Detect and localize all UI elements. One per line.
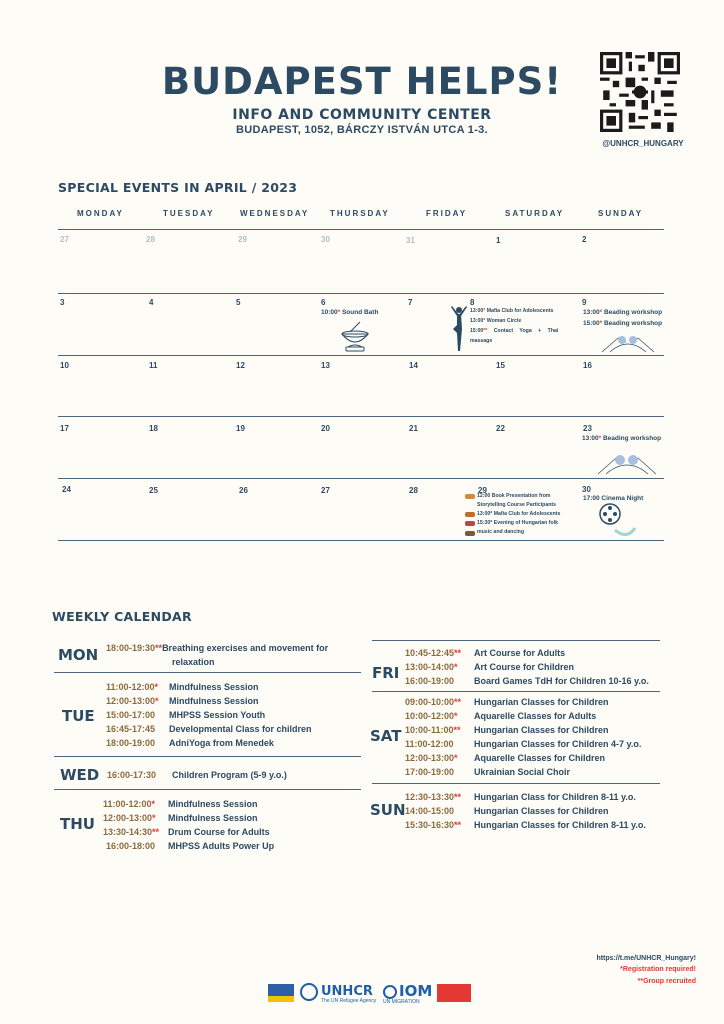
- calendar-date: 24: [62, 485, 71, 494]
- schedule-row[interactable]: 11:00-12:00* Mindfulness Session: [106, 682, 259, 692]
- weekday-label: SUN: [370, 801, 406, 819]
- schedule-row[interactable]: 18:00-19:00 AdniYoga from Menedek: [106, 738, 274, 748]
- calendar-date: 10: [60, 361, 69, 370]
- calendar-date: 28: [146, 235, 155, 244]
- address: BUDAPEST, 1052, BÁRCZY ISTVÁN UTCA 1-3.: [236, 124, 488, 136]
- event-row: Storytelling Course Participants: [477, 502, 556, 508]
- weekly-divider: [54, 756, 361, 757]
- mafia-icon: [465, 512, 475, 517]
- dancing-icon: [465, 531, 475, 536]
- schedule-row[interactable]: 16:45-17:45 Developmental Class for children: [106, 724, 312, 734]
- calendar-date: 22: [496, 424, 505, 433]
- calendar-date: 27: [321, 486, 330, 495]
- partner-logo-icon: [268, 984, 294, 1002]
- calendar-date: 20: [321, 424, 330, 433]
- events-title: SPECIAL EVENTS IN APRIL / 2023: [58, 180, 298, 195]
- event-row[interactable]: 13:00* Mafia Club for Adolescents: [470, 308, 554, 314]
- schedule-row[interactable]: 13:00-14:00* Art Course for Children: [405, 662, 575, 672]
- calendar-date: 3: [60, 298, 65, 307]
- calendar-date: 30: [321, 235, 330, 244]
- iom-logo: IOM: [399, 982, 433, 1000]
- group-note: **Group recruited: [637, 978, 696, 985]
- schedule-row[interactable]: 18:00-19:30**Breathing exercises and movement for: [106, 643, 329, 653]
- schedule-row[interactable]: 12:00-13:00* Aquarelle Classes for Children: [405, 753, 606, 763]
- calendar-date: 28: [409, 486, 418, 495]
- calendar-date: 14: [409, 361, 418, 370]
- calendar-date: 29: [478, 486, 487, 495]
- calendar-divider: [58, 478, 664, 479]
- calendar-date: 7: [408, 298, 413, 307]
- qr-code-icon[interactable]: [600, 52, 680, 132]
- event-row[interactable]: 15:30* Evening of Hungarian folk: [477, 520, 558, 526]
- schedule-row[interactable]: 15:00-17:00 MHPSS Session Youth: [106, 710, 266, 720]
- calendar-date: 8: [470, 298, 475, 307]
- event-row[interactable]: 13:00* Mafia Club for Adolescents: [477, 511, 561, 517]
- schedule-row[interactable]: 11:00-12:00 Hungarian Classes for Children 4-7 y.o.: [405, 739, 642, 749]
- calendar-date: 18: [149, 424, 158, 433]
- calendar-date: 4: [149, 298, 154, 307]
- weekly-divider: [372, 640, 660, 641]
- event-row: massage: [470, 338, 493, 344]
- schedule-row[interactable]: 16:00-18:00 MHPSS Adults Power Up: [106, 841, 275, 851]
- day-header-saturday: SATURDAY: [505, 209, 565, 218]
- calendar-date: 19: [236, 424, 245, 433]
- schedule-row[interactable]: 10:00-12:00* Aquarelle Classes for Adults: [405, 711, 597, 721]
- calendar-date: 29: [238, 235, 247, 244]
- day-header-monday: MONDAY: [77, 209, 124, 218]
- telegram-link[interactable]: https://t.me/UNHCR_Hungary!: [596, 955, 696, 962]
- schedule-row[interactable]: 12:00-13:00* Mindfulness Session: [103, 813, 258, 823]
- event-cinema-night[interactable]: 17:00 Cinema Night: [583, 495, 644, 502]
- social-handle[interactable]: @UNHCR_HUNGARY: [602, 139, 684, 148]
- weekday-label: THU: [60, 815, 95, 833]
- weekday-label: WED: [60, 766, 100, 784]
- calendar-date: 13: [321, 361, 330, 370]
- calendar-date: 27: [60, 235, 69, 244]
- schedule-row[interactable]: 16:00-17:30 Children Program (5-9 y.o.): [107, 770, 287, 780]
- yoga-pose-icon: [450, 305, 468, 353]
- calendar-date: 2: [582, 235, 587, 244]
- calendar-divider: [58, 293, 664, 294]
- schedule-row[interactable]: 17:00-19:00 Ukrainian Social Choir: [405, 767, 571, 777]
- calendar-date: 12: [236, 361, 245, 370]
- calendar-date: 15: [496, 361, 505, 370]
- weekly-divider: [372, 783, 660, 784]
- schedule-row-cont: relaxation: [172, 657, 215, 667]
- event-row[interactable]: 13:00* Beading workshop: [582, 435, 662, 442]
- unhcr-emblem-icon: [300, 983, 318, 1001]
- calendar-date: 21: [409, 424, 418, 433]
- beading-icon: [600, 330, 656, 354]
- calendar-date: 1: [496, 236, 501, 245]
- calendar-date: 5: [236, 298, 241, 307]
- day-header-tuesday: TUESDAY: [163, 209, 215, 218]
- calendar-date: 26: [239, 486, 248, 495]
- weekly-divider: [54, 789, 361, 790]
- weekday-label: FRI: [372, 664, 400, 682]
- weekday-label: MON: [58, 646, 99, 664]
- folk-music-icon: [465, 521, 475, 526]
- unhcr-logo: UNHCR: [321, 984, 373, 999]
- event-sound-bath[interactable]: 10:00* Sound Bath: [321, 309, 379, 316]
- page-subtitle: INFO AND COMMUNITY CENTER: [232, 107, 492, 123]
- event-row[interactable]: 15:00* Beading workshop: [583, 320, 663, 327]
- event-row[interactable]: 15:00** Contact Yoga + Thai: [470, 328, 559, 334]
- beading-icon: [596, 448, 658, 476]
- calendar-date: 25: [149, 486, 158, 495]
- calendar-date: 31: [406, 236, 415, 245]
- calendar-divider: [58, 355, 664, 356]
- calendar-date: 11: [149, 361, 158, 370]
- schedule-row[interactable]: 12:30-13:30** Hungarian Class for Children 8-11 y.o.: [405, 792, 636, 802]
- schedule-row[interactable]: 11:00-12:00* Mindfulness Session: [103, 799, 258, 809]
- calendar-divider: [58, 229, 664, 230]
- day-header-sunday: SUNDAY: [598, 209, 644, 218]
- event-row[interactable]: 13:00* Beading workshop: [583, 309, 663, 316]
- iom-tagline: UN MIGRATION: [383, 999, 420, 1005]
- registration-note: *Registration required!: [620, 966, 696, 973]
- schedule-row[interactable]: 09:00-10:00** Hungarian Classes for Children: [405, 697, 609, 707]
- schedule-row[interactable]: 16:00-19:00 Board Games TdH for Children 10-16 y.o.: [405, 676, 649, 686]
- singing-bowl-icon: [338, 320, 372, 352]
- weekly-divider: [372, 691, 660, 692]
- schedule-row[interactable]: 10:00-11:00** Hungarian Classes for Children: [405, 725, 609, 735]
- calendar-date: 9: [582, 298, 587, 307]
- calendar-date: 16: [583, 361, 592, 370]
- schedule-row[interactable]: 14:00-15:00 Hungarian Classes for Children: [405, 806, 609, 816]
- calendar-date: 23: [583, 424, 592, 433]
- event-row[interactable]: 12:00 Book Presentation from: [477, 493, 551, 499]
- schedule-row[interactable]: 15:30-16:30** Hungarian Classes for Children 8-11 y.o.: [405, 820, 646, 830]
- unhcr-tagline: The UN Refugee Agency: [321, 998, 377, 1004]
- film-reel-icon: [597, 500, 637, 538]
- calendar-divider: [58, 540, 664, 541]
- calendar-date: 30: [582, 485, 591, 494]
- calendar-date: 6: [321, 298, 326, 307]
- red-cross-logo-icon: [437, 984, 471, 1002]
- event-row[interactable]: 13:00* Woman Circle: [470, 318, 522, 324]
- iom-emblem-icon: [383, 985, 397, 999]
- schedule-row[interactable]: 10:45-12:45** Art Course for Adults: [405, 648, 566, 658]
- day-header-friday: FRIDAY: [426, 209, 468, 218]
- weekday-label: TUE: [62, 707, 95, 725]
- schedule-row[interactable]: 12:00-13:00* Mindfulness Session: [106, 696, 259, 706]
- page-title: BUDAPEST HELPS!: [161, 60, 563, 103]
- day-header-wednesday: WEDNESDAY: [240, 209, 310, 218]
- schedule-row[interactable]: 13:30-14:30** Drum Course for Adults: [103, 827, 270, 837]
- calendar-divider: [58, 416, 664, 417]
- event-row: music and dancing: [477, 529, 524, 535]
- day-header-thursday: THURSDAY: [330, 209, 390, 218]
- weekday-label: SAT: [370, 727, 402, 745]
- weekly-title: WEEKLY CALENDAR: [52, 609, 192, 624]
- calendar-date: 17: [60, 424, 69, 433]
- weekly-divider: [54, 672, 361, 673]
- book-icon: [465, 494, 475, 499]
